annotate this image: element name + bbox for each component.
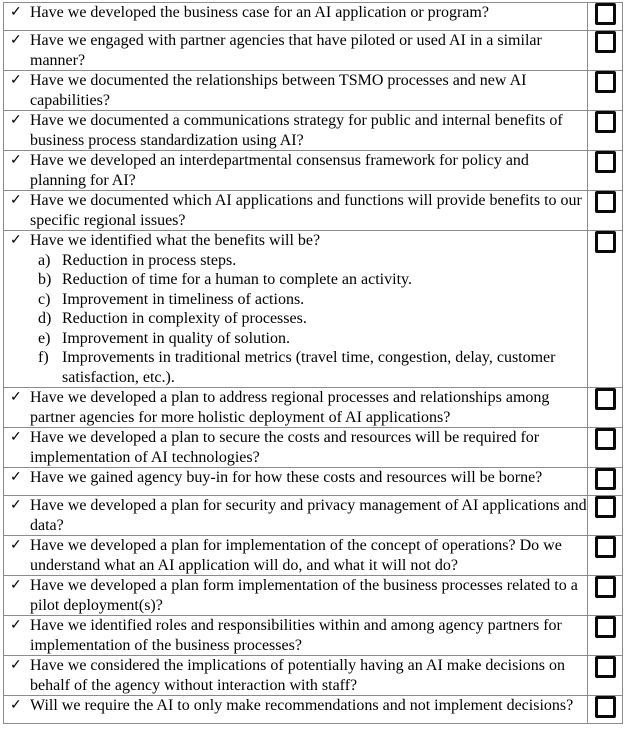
question-cell [4,388,588,428]
question-cell [4,616,588,656]
answer-checkbox[interactable] [595,231,616,253]
sub-item-text: Improvements in traditional metrics (travel time, congestion, delay, customer satisfaction, etc.). [62,349,556,386]
checklist-row [4,616,623,656]
sub-item-label: d) [38,310,52,327]
question-row-content [4,111,587,150]
question-text: Have we developed a plan for security and privacy management of AI applications and data? [30,497,587,534]
checklist-row [4,536,623,576]
sub-item-label: c) [38,290,51,308]
checklist-rows [4,3,623,724]
question-cell [4,428,588,468]
question-cell [4,576,588,616]
sub-item-text: Improvement in quality of solution. [62,329,290,347]
question-cell [4,191,588,231]
question-row-content [4,31,587,70]
question-body [30,576,587,615]
answer-checkbox[interactable] [595,496,616,518]
question-cell [4,3,588,31]
question-text: Have we documented the relationships between TSMO processes and new AI capabilities? [30,72,527,109]
answer-checkbox[interactable] [595,388,616,410]
question-body [30,231,587,387]
checkbox-cell [588,576,623,616]
question-row-content [4,388,587,427]
question-body [30,151,587,190]
question-row-content [4,536,587,575]
question-row-content [4,191,587,230]
checkbox-cell [588,71,623,111]
sub-item-label: a) [38,251,51,269]
checklist-row [4,468,623,496]
question-cell [4,536,588,576]
checkbox-cell [588,696,623,724]
answer-checkbox[interactable] [595,536,616,558]
answer-checkbox[interactable] [595,468,616,490]
benefit-sub-list [38,251,587,388]
answer-checkbox[interactable] [595,71,616,93]
question-cell [4,231,588,388]
question-row-content [4,696,587,716]
question-row-content [4,3,587,23]
question-row-content [4,428,587,467]
checkmark-icon: ✓ [10,5,22,20]
sub-item-text: Reduction of time for a human to complete an activity. [62,271,412,288]
checklist-row [4,71,623,111]
checkbox-cell [588,231,623,388]
checklist-row [4,231,623,388]
question-text: Have we developed a plan form implementation of the business processes related to a pilot deployment(s)? [30,577,578,614]
checkmark-icon: ✓ [10,73,22,88]
checkmark-icon: ✓ [10,498,22,513]
checkbox-cell [588,191,623,231]
sub-item-label: e) [38,329,51,347]
checkmark-icon: ✓ [10,698,22,713]
checklist-row [4,696,623,724]
sub-item-label: f) [38,349,49,366]
checkbox-cell [588,616,623,656]
question-body [30,191,587,230]
answer-checkbox[interactable] [595,576,616,598]
question-body [30,71,587,110]
checklist-row [4,3,623,31]
checklist-row [4,496,623,536]
question-body [30,3,587,23]
answer-checkbox[interactable] [595,696,616,718]
answer-checkbox[interactable] [595,191,616,213]
question-cell [4,696,588,724]
question-text: Have we identified roles and responsibilities within and among agency partners for implementation of the business processes? [30,617,562,654]
question-row-content [4,71,587,110]
checklist-row [4,111,623,151]
question-row-content [4,576,587,615]
checkmark-icon: ✓ [10,578,22,593]
checkbox-cell [588,3,623,31]
checkmark-icon: ✓ [10,658,22,673]
checkmark-icon: ✓ [10,430,22,445]
checkbox-cell [588,151,623,191]
checkbox-cell [588,656,623,696]
sub-item-label: b) [38,271,52,288]
checkbox-cell [588,496,623,536]
checklist-row [4,151,623,191]
question-text: Have we documented a communications strategy for public and internal benefits of business process standardization using AI? [30,112,563,149]
question-body [30,111,587,150]
checklist-row [4,428,623,468]
question-cell [4,468,588,496]
checkmark-icon: ✓ [10,390,22,405]
question-text: Have we developed an interdepartmental consensus framework for policy and planning for AI? [30,152,529,189]
question-body [30,696,587,716]
checkmark-icon: ✓ [10,113,22,128]
checkbox-cell [588,388,623,428]
checklist-row [4,656,623,696]
answer-checkbox[interactable] [595,428,616,450]
checkmark-icon: ✓ [10,233,22,248]
benefit-sub-item [38,251,587,271]
checkbox-cell [588,536,623,576]
question-text: Have we considered the implications of potentially having an AI make decisions on behalf of the agency without interaction with staff? [30,657,565,694]
question-text: Have we developed a plan for implementation of the concept of operations? Do we understand what an AI application will do, and what it will not do? [30,537,562,574]
checkmark-icon: ✓ [10,33,22,48]
checkbox-cell [588,31,623,71]
answer-checkbox[interactable] [595,31,616,53]
checklist-row [4,388,623,428]
question-row-content [4,151,587,190]
checklist-row [4,191,623,231]
question-text: Have we developed the business case for an AI application or program? [30,4,489,21]
sub-item-text: Improvement in timeliness of actions. [62,290,305,308]
checkbox-cell [588,428,623,468]
answer-checkbox[interactable] [595,616,616,638]
question-row-content [4,468,587,488]
question-cell [4,71,588,111]
question-body [30,616,587,655]
benefit-sub-item [38,270,587,290]
question-body [30,388,587,427]
checklist-row [4,576,623,616]
benefit-sub-item [38,329,587,349]
checklist-row [4,31,623,71]
checkbox-cell [588,111,623,151]
benefit-sub-item [38,290,587,310]
question-cell [4,656,588,696]
checkmark-icon: ✓ [10,153,22,168]
question-text: Will we require the AI to only make recommendations and not implement decisions? [30,697,574,714]
benefit-sub-item [38,309,587,329]
ai-readiness-checklist-table [3,2,623,724]
checkmark-icon: ✓ [10,618,22,633]
checkmark-icon: ✓ [10,538,22,553]
question-row-content [4,496,587,535]
question-cell [4,111,588,151]
question-text: Have we documented which AI applications and functions will provide benefits to our specific regional issues? [30,192,582,229]
question-body [30,536,587,575]
question-row-content [4,231,587,387]
checkbox-cell [588,468,623,496]
question-text: Have we developed a plan to secure the costs and resources will be required for implementation of AI technologies? [30,429,540,466]
question-text: Have we engaged with partner agencies that have piloted or used AI in a similar manner? [30,32,542,69]
question-body [30,428,587,467]
answer-checkbox[interactable] [595,111,616,133]
question-row-content [4,616,587,655]
benefit-sub-item [38,348,587,387]
answer-checkbox[interactable] [595,151,616,173]
question-text: Have we developed a plan to address regional processes and relationships among partner agencies for more holistic deployment of AI applications? [30,389,550,426]
question-body [30,656,587,695]
question-row-content [4,656,587,695]
question-cell [4,496,588,536]
question-body [30,468,587,488]
sub-item-text: Reduction in complexity of processes. [62,310,307,327]
question-cell [4,31,588,71]
question-body [30,496,587,535]
question-text: Have we identified what the benefits will be? [30,232,321,249]
checkmark-icon: ✓ [10,470,22,485]
sub-item-text: Reduction in process steps. [62,251,237,269]
answer-checkbox[interactable] [595,656,616,678]
answer-checkbox[interactable] [595,3,616,25]
question-body [30,31,587,70]
question-text: Have we gained agency buy-in for how these costs and resources will be borne? [30,469,543,486]
checkmark-icon: ✓ [10,193,22,208]
question-cell [4,151,588,191]
